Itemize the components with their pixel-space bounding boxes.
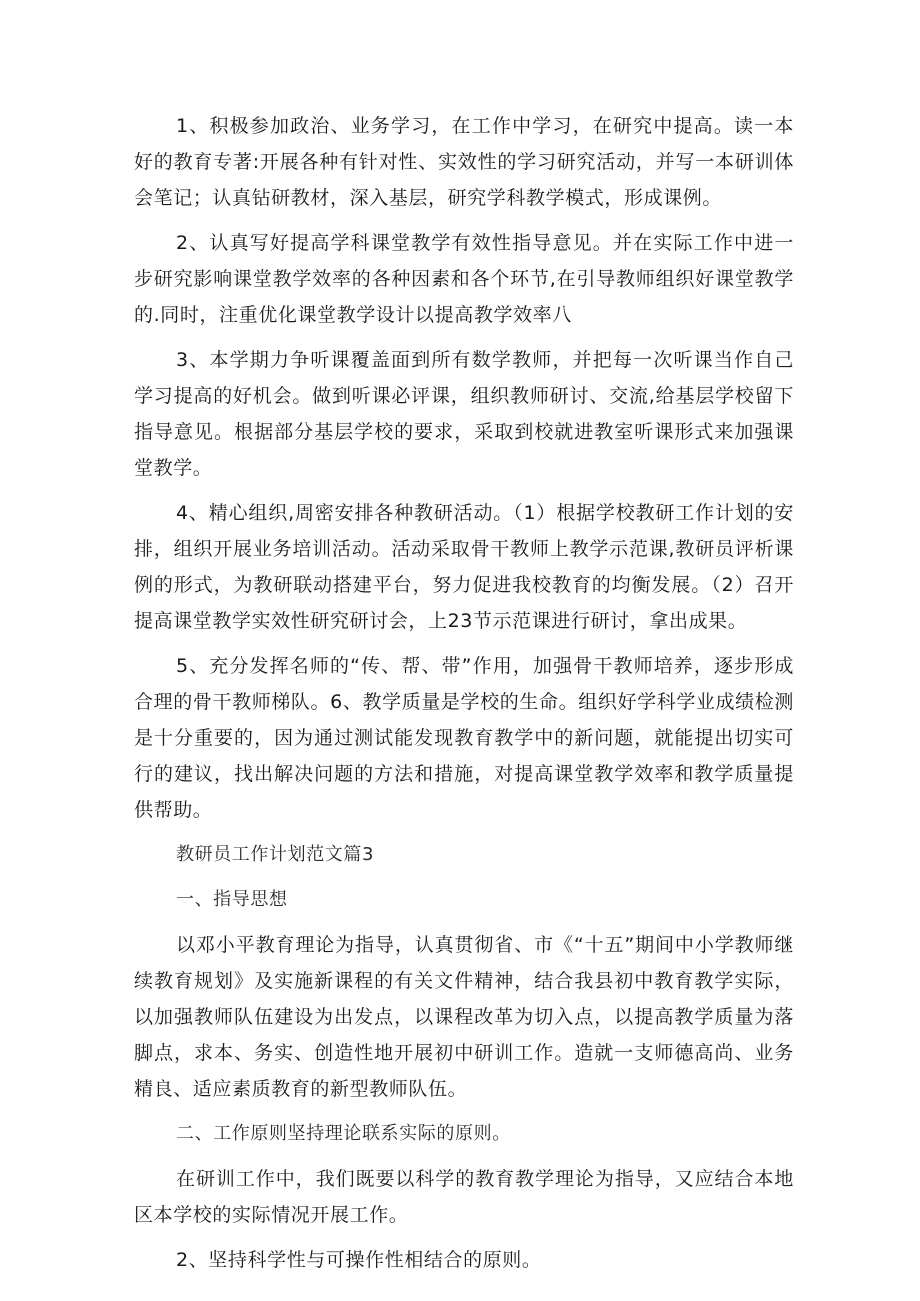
paragraph-item-2: 2、认真写好提高学科课堂教学有效性指导意见。并在实际工作中进一步研究影响课堂教学效率的各种因素和各个环节,在引导教师组织好课堂教学的.同时，注重优化课堂教学设计以提高教学效率八 — [134, 232, 794, 326]
paragraph-item-3: 3、本学期力争听课覆盖面到所有数学教师，并把每一次听课当作自己学习提高的好机会。做到听课必评课，组织教师研讨、交流,给基层学校留下指导意见。根据部分基层学校的要求，采取到校就进教室听课形式来加强课堂教学。 — [134, 349, 794, 479]
paragraph-item-4: 4、精心组织,周密安排各种教研活动。（1）根据学校教研工作计划的安排，组织开展业务培训活动。活动采取骨干教师上教学示范课,教研员评析课例的形式，为教研联动搭建平台，努力促进我校教育的均衡发展。（2）召开提高课堂教学实效性研究研讨会，上23节示范课进行研讨，拿出成果。 — [134, 502, 794, 632]
paragraph-item-1: 1、积极参加政治、业务学习，在工作中学习，在研究中提高。读一本好的教育专著:开展各种有针对性、实效性的学习研究活动，并写一本研训体会笔记；认真钻研教材，深入基层，研究学科教学模式，形成课例。 — [134, 115, 794, 209]
document-body — [134, 108, 794, 1287]
paragraph-item-5: 5、充分发挥名师的“传、帮、带”作用，加强骨干教师培养，逐步形成合理的骨干教师梯队。6、教学质量是学校的生命。组织好学科学业成绩检测是十分重要的，因为通过测试能发现教育教学中的新问题，就能提出切实可行的建议，找出解决问题的方法和措施，对提高课堂教学效率和教学质量提供帮助。 — [134, 655, 794, 821]
paragraph-work-principle: 在研训工作中，我们既要以科学的教育教学理论为指导，又应结合本地区本学校的实际情况开展工作。 — [134, 1168, 794, 1226]
principle-item-2: 2、坚持科学性与可操作性相结合的原则。 — [176, 1249, 542, 1271]
paragraph-guiding-thought: 以邓小平教育理论为指导，认真贯彻省、市《“十五”期间中小学教师继续教育规划》及实施新课程的有关文件精神，结合我县初中教育教学实际，以加强教师队伍建设为出发点，以课程改革为切入点，以提高教学质量为落脚点，求本、务实、创造性地开展初中研训工作。造就一支师德高尚、业务精良、适应素质教育的新型教师队伍。 — [134, 934, 794, 1100]
subheading-work-principle: 二、工作原则坚持理论联系实际的原则。 — [176, 1123, 511, 1144]
section-title: 教研员工作计划范文篇3 — [176, 844, 375, 865]
subheading-guiding-thought: 一、指导思想 — [176, 889, 288, 910]
